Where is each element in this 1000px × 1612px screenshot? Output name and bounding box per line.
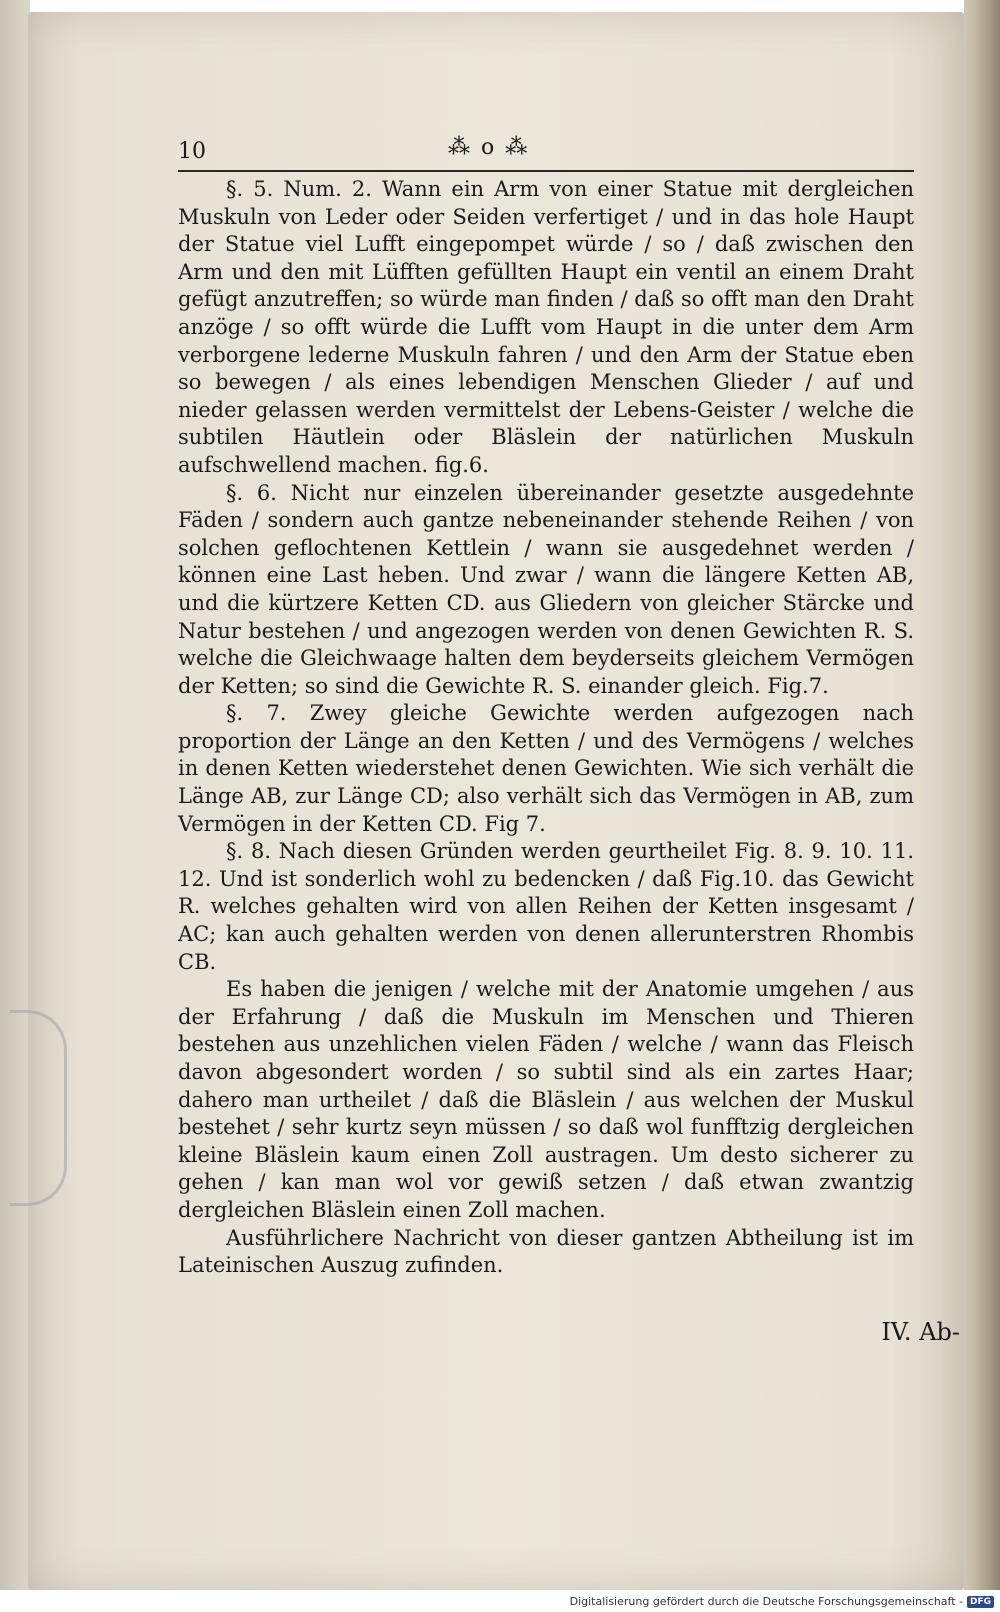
page-text <box>178 130 914 1280</box>
header-ornament: ⁂ o ⁂ <box>448 135 530 160</box>
paragraph-section-5: §. 5. Num. 2. Wann ein Arm von einer Statue mit dergleichen Muskuln von Leder oder Seiden verfertiget / und in das hole Haupt der Statue viel Lufft eingepompet würde / so / daß zwischen den Arm und den mit Lüfften gefüllten Haupt ein ventil an einem Draht gefügt anzutreffen; so würde man finden / daß so offt man den Draht anzöge / so offt würde die Lufft vom Haupt in die unter dem Arm verborgene lederne Muskuln fahren / und den Arm der Statue eben so bewegen / als eines lebendigen Menschen Glieder / auf und nieder gelassen werden vermittelst der Lebens-Geister / welche die subtilen Häutlein oder Bläslein der natürlichen Muskuln aufschwellend machen. fig.6. <box>178 177 914 477</box>
book-spine-edge <box>964 0 1000 1590</box>
paragraph-anatomie: Es haben die jenigen / welche mit der Anatomie umgehen / aus der Erfahrung / daß die Muskuln im Menschen und Thieren bestehen aus unzehlichen vielen Fäden / welche / wann das Fleisch davon abgesondert worden / so subtil sind als ein zartes Haar; dahero man urtheilet / daß die Bläslein / aus welchen der Muskul bestehet / sehr kurtz seyn müssen / so daß wol funfftzig dergleichen kleine Bläslein kaum einen Zoll austragen. Um desto sicherer zu gehen / kan man wol vor gewiß setzen / daß etwan zwantzig dergleichen Bläslein einen Zoll machen. <box>178 977 914 1222</box>
running-header <box>178 130 914 172</box>
digitization-footer <box>570 1595 994 1608</box>
page-left-edge <box>0 0 30 1590</box>
paragraph-nachricht: Ausführlichere Nachricht von dieser gantzen Abtheilung ist im Lateinischen Auszug zufinden. <box>178 1225 914 1278</box>
paragraph-section-7: §. 7. Zwey gleiche Gewichte werden aufgezogen nach proportion der Länge an den Ketten / und des Vermögens / welches in denen Ketten wiederstehet denen Gewichten. Wie sich verhält die Länge AB, zur Länge CD; also verhält sich das Vermögen in AB, zum Vermögen in der Ketten CD. Fig 7. <box>178 701 914 836</box>
page-number: 10 <box>178 139 206 164</box>
paragraph-section-6: §. 6. Nicht nur einzelen übereinander gesetzte ausgedehnte Fäden / sondern auch gantze nebeneinander stehende Reihen / von solchen geflochtenen Kettlein / wann sie ausgedehnet werden / können eine Last heben. Und zwar / wann die längere Ketten AB, und die kürtzere Ketten CD. aus Gliedern von gleicher Stärcke und Natur bestehen / und angezogen werden von denen Gewichten R. S. welche die Gleichwaage halten dem beyderseits gleichem Vermögen der Ketten; so sind die Gewichte R. S. einander gleich. Fig.7. <box>178 480 914 698</box>
paper-clip-shadow <box>10 1010 67 1206</box>
footer-text: Digitalisierung gefördert durch die Deutsche Forschungsgemeinschaft - <box>569 1595 963 1608</box>
dfg-logo-icon: DFG <box>967 1596 994 1608</box>
paragraph-section-8: §. 8. Nach diesen Gründen werden geurtheilet Fig. 8. 9. 10. 11. 12. Und ist sonderlich wohl zu bedencken / daß Fig.10. das Gewicht R. welches gehalten wird von allen Reihen der Ketten insgesamt / AC; kan auch gehalten werden von denen allerunterstren Rhombis CB. <box>178 839 914 974</box>
catchword: IV. Ab- <box>881 1318 960 1346</box>
